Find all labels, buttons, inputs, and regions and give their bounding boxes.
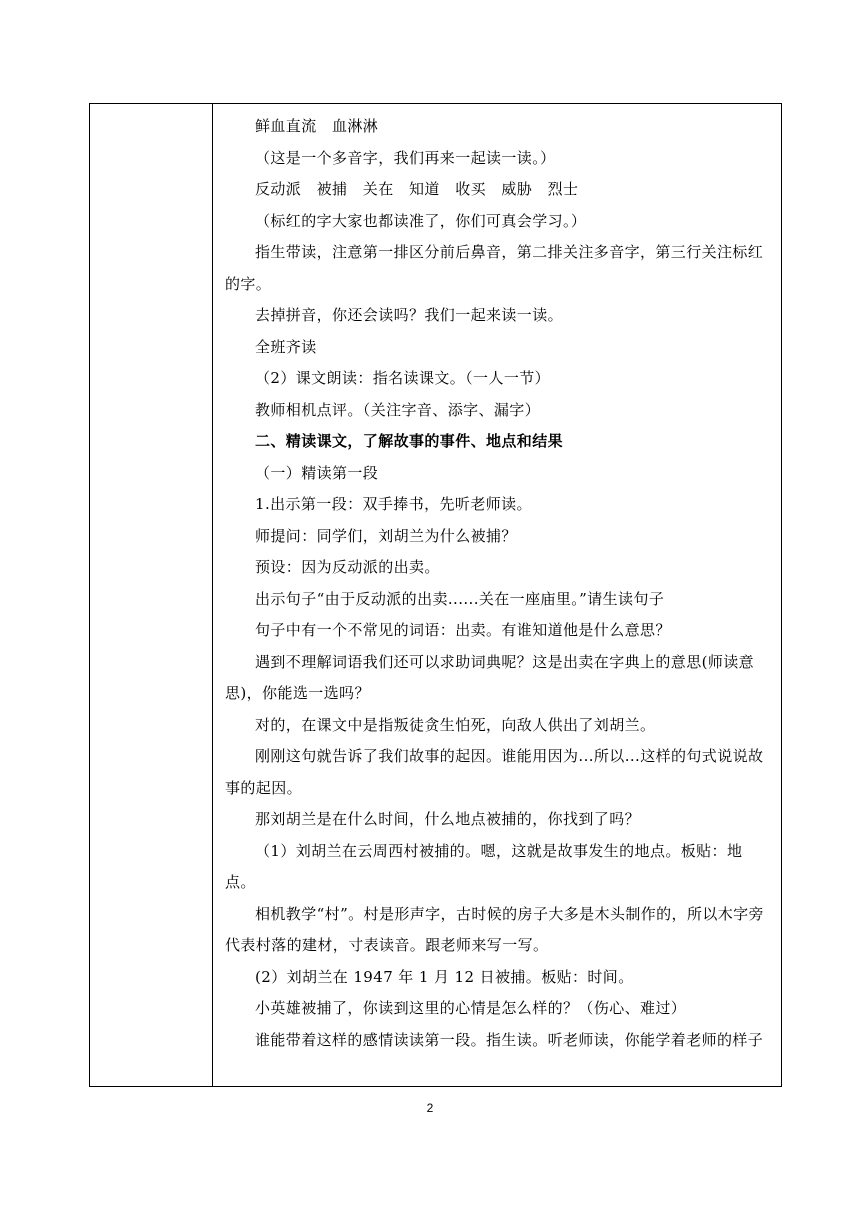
paragraph: 1.出示第一段：双手捧书，先听老师读。 [255,495,532,513]
paragraph: 预设：因为反动派的出卖。 [255,558,440,576]
table-left-cell [90,104,213,1087]
paragraph: 相机教学“村”。村是形声字，古时候的房子大多是木头制作的，所以木字旁代表村落的建材，寸表读音。跟老师来写一写。 [225,904,764,954]
paragraph: 教师相机点评。（关注字音、添字、漏字） [255,400,541,419]
paragraph: 出示句子“由于反动派的出卖......关在一座庙里。”请生读句子 [255,589,665,608]
table-right-cell [213,104,782,1087]
paragraph: 反动派 被捕 关在 知道 收买 威胁 烈士 [255,180,579,198]
paragraph: 指生带读，注意第一排区分前后鼻音，第二排关注多音字，第三行关注标红的字。 [225,243,764,293]
paragraph: （1）刘胡兰在云周西村被捕的。嗯，这就是故事发生的地点。板贴：地点。 [225,841,743,891]
paragraph: （一）精读第一段 [255,463,379,482]
paragraph: 全班齐读 [255,337,317,356]
paragraph: （这是一个多音字，我们再来一起读一读。） [255,148,556,167]
paragraph: 遇到不理解词语我们还可以求助词典呢？这是出卖在字典上的意思(师读意思)，你能选一选吗？ [225,652,755,702]
section-heading: 二、精读课文，了解故事的事件、地点和结果 [255,432,564,450]
paragraph: 鲜血直流 血淋淋 [255,117,379,135]
paragraph: （标红的字大家也都读准了，你们可真会学习。） [255,211,587,230]
paragraph: 刚刚这句就告诉了我们故事的起因。谁能用因为...所以...这样的句式说说故事的起因。 [225,747,764,797]
paragraph: 谁能带着这样的感情读读第一段。指生读。听老师读，你能学着老师的样子 [255,1030,764,1049]
lesson-plan-table [89,103,782,1087]
table-row [90,104,782,1087]
paragraph: 对的，在课文中是指叛徒贪生怕死，向敌人供出了刘胡兰。 [255,715,656,734]
paragraph: (2）刘胡兰在 1947 年 1 月 12 日被捕。板贴：时间。 [255,967,634,986]
paragraph: （2）课文朗读：指名读课文。（一人一节） [255,369,551,387]
page-number: 2 [426,1101,434,1115]
paragraph: 小英雄被捕了，你读到这里的心情是怎么样的？（伤心、难过） [255,999,687,1017]
paragraph: 师提问：同学们，刘胡兰为什么被捕？ [255,526,517,545]
paragraph: 去掉拼音，你还会读吗？我们一起来读一读。 [255,306,564,324]
paragraph: 那刘胡兰是在什么时间，什么地点被捕的，你找到了吗？ [255,810,641,828]
lesson-content [213,104,781,1056]
paragraph: 句子中有一个不常见的词语：出卖。有谁知道他是什么意思？ [255,621,671,639]
